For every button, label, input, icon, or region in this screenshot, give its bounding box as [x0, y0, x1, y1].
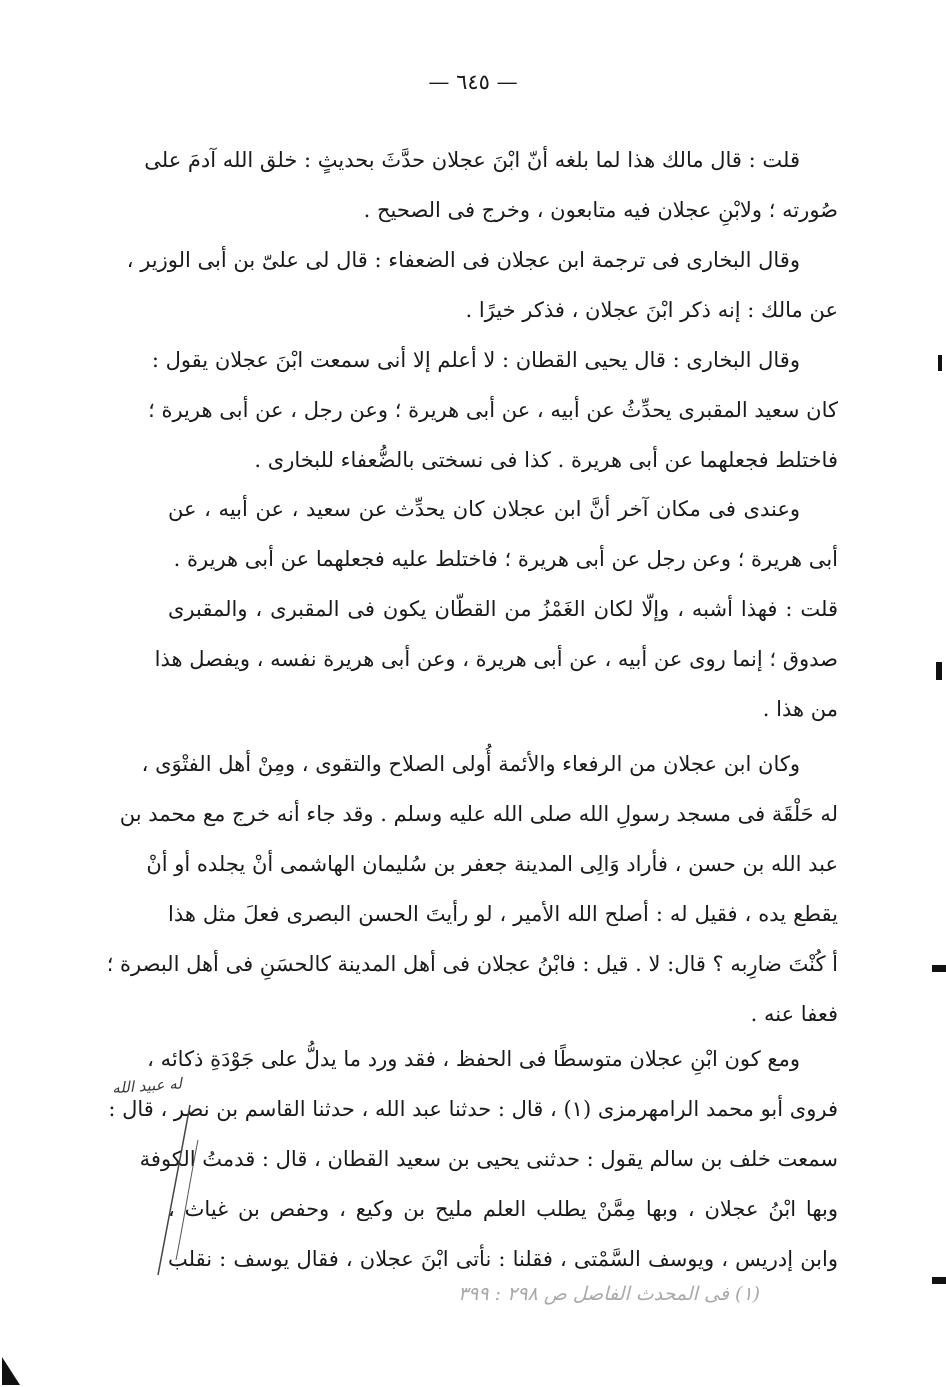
text-line: صدوق ؛ إنما روى عن أبيه ، عن أبى هريرة ، وعن أبى هريرة نفسه ، ويفصل هذا [154, 647, 838, 671]
text-line: عبد الله بن حسن ، فأراد وَالِى المدينة جعفر بن سُليمان الهاشمى أنْ يجلده أو أنْ [146, 852, 838, 876]
text-line: سمعت خلف بن سالم يقول : حدثنى يحيى بن سعيد القطان ، قال : قدمتُ الكوفة [139, 1147, 838, 1171]
text-line: عن مالك : إنه ذكر ابْنَ عجلان ، فذكر خيرًا . [465, 298, 838, 322]
scan-edge-mark [932, 965, 946, 972]
paragraph-3 [148, 335, 838, 485]
text-line: أ كُنْتَ ضارِبه ؟ قال: لا . قيل : فابْنُ عجلان فى أهل المدينة كالحسَنِ فى أهل البصرة ؛ [106, 952, 838, 976]
scan-edge-mark [932, 1277, 946, 1284]
text-line: وكان ابن عجلان من الرفعاء والأئمة أُولى الصلاح والتقوى ، ومِنْ أهل الفتْوَى ، [141, 752, 800, 776]
text-line: وبها ابْنُ عجلان ، وبها مِمَّنْ يطلب العلم مليح بن وكيع ، وحفص بن غياث ، [168, 1197, 838, 1221]
text-line: وقال البخارى فى ترجمة ابن عجلان فى الضعفاء : قال لى علىّ بن أبى الوزير ، [126, 248, 800, 272]
text-line: كان سعيد المقبرى يحدِّثُ عن أبيه ، عن أبى هريرة ؛ وعن رجل ، عن أبى هريرة ؛ [148, 398, 838, 422]
scan-edge-mark [938, 355, 942, 371]
text-line: يقطع يده ، فقيل له : أصلح الله الأمير ، لو رأيتَ الحسن البصرى فعلَ مثل هذا [168, 902, 838, 926]
scan-edge-mark [936, 662, 942, 680]
paragraph-6 [106, 739, 838, 1039]
text-line: فاختلط فجعلهما عن أبى هريرة . كذا فى نسختى بالضُّعفاء للبخارى . [254, 448, 838, 472]
text-line: من هذا . [762, 697, 838, 721]
handwritten-margin-note: له عبيد الله [111, 1074, 183, 1098]
footnote: (١) فى المحدث الفاصل ص ٢٩٨ : ٣٩٩ [457, 1283, 760, 1305]
text-line: وعندى فى مكان آخر أنَّ ابن عجلان كان يحدِّث عن سعيد ، عن أبيه ، عن [168, 497, 800, 521]
text-line: فعفا عنه . [750, 1002, 838, 1026]
text-line: وقال البخارى : قال يحيى القطان : لا أعلم إلا أنى سمعت ابْنَ عجلان يقول : [151, 348, 800, 372]
page-number: — ٦٤٥ — [428, 70, 518, 94]
paragraph-1 [144, 135, 838, 235]
handwritten-bracket-stroke [150, 1100, 210, 1280]
text-line: فروى أبو محمد الرامهرمزى (١) ، قال : حدثنا عبد الله ، حدثنا القاسم بن نصر ، قال : [108, 1097, 838, 1121]
text-line: أبى هريرة ؛ وعن رجل عن أبى هريرة ؛ فاختلط عليه فجعلهما عن أبى هريرة . [173, 547, 838, 571]
paragraph-5 [154, 584, 838, 734]
text-line: قلت : فهذا أشبه ، وإلّا لكان الغَمْزُ من القطّان يكون فى المقبرى ، والمقبرى [168, 597, 838, 621]
paragraph-4 [168, 484, 838, 584]
text-line: له حَلْقَة فى مسجد رسولِ الله صلى الله عليه وسلم . وقد جاء أنه خرج مع محمد بن [119, 802, 838, 826]
text-line: وابن إدريس ، ويوسف السَّمْتى ، فقلنا : نأتى ابْنَ عجلان ، فقال يوسف : نقلب [168, 1247, 838, 1271]
text-line: صُورته ؛ ولابْنِ عجلان فيه متابعون ، وخرج فى الصحيح . [363, 198, 838, 222]
text-line: ومع كون ابْنِ عجلان متوسطًا فى الحفظ ، فقد ورد ما يدلُّ على جَوْدَةِ ذكائه ، [147, 1047, 800, 1071]
text-line: قلت : قال مالك هذا لما بلغه أنّ ابْنَ عجلان حدَّثَ بحديثٍ : خلق الله آدمَ على [144, 148, 800, 172]
corner-arrow-icon [0, 1355, 22, 1387]
paragraph-2 [126, 235, 838, 335]
